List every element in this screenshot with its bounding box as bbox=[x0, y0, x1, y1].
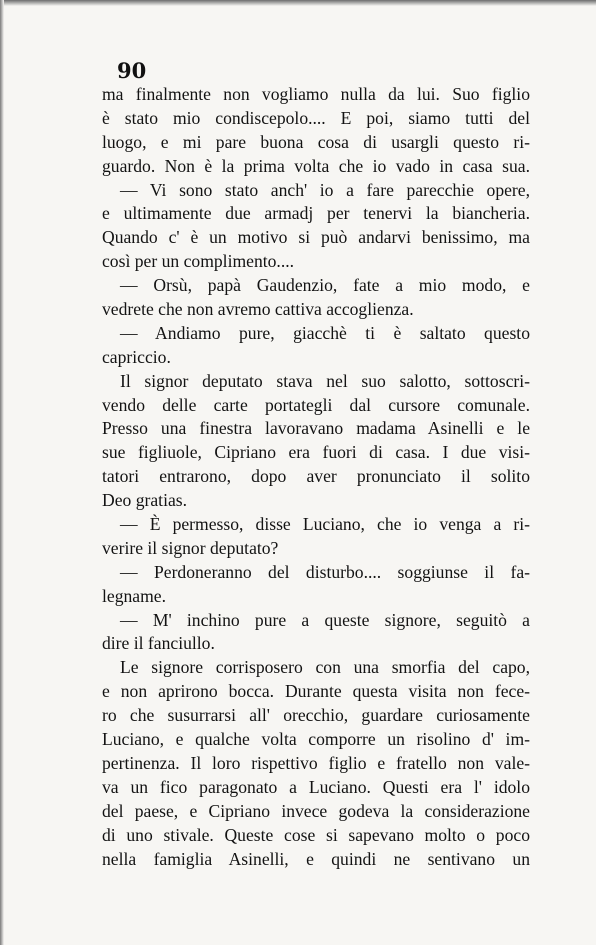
text-line: di uno stivale. Queste cose si sapevano molto o poco bbox=[102, 824, 530, 845]
text-line: — Andiamo pure, giacchè ti è saltato questo bbox=[120, 322, 530, 343]
text-line: — È permesso, disse Luciano, che io venga a ri- bbox=[120, 514, 530, 535]
text-line: Quando c' è un motivo si può andarvi benissimo, ma bbox=[102, 227, 530, 248]
text-line: e non aprirono bocca. Durante questa visita non fece- bbox=[102, 681, 530, 702]
text-line: verire il signor deputato? bbox=[102, 537, 279, 558]
text-line: vendo delle carte portategli dal cursore comunale. bbox=[102, 394, 530, 415]
page-top-edge bbox=[0, 0, 596, 6]
text-line: — Orsù, papà Gaudenzio, fate a mio modo, e bbox=[120, 275, 530, 296]
text-line: Il signor deputato stava nel suo salotto, sottoscri- bbox=[120, 370, 530, 391]
text-line: pertinenza. Il loro rispettivo figlio e fratello non vale- bbox=[102, 752, 530, 773]
text-line: del paese, e Cipriano invece godeva la considerazione bbox=[102, 800, 530, 821]
text-line: Presso una finestra lavoravano madama Asinelli e le bbox=[102, 418, 530, 439]
text-line: — M' inchino pure a queste signore, seguitò a bbox=[120, 609, 530, 630]
page-left-edge bbox=[0, 0, 4, 945]
text-line: luogo, e mi pare buona cosa di usargli questo ri- bbox=[102, 131, 530, 152]
body-text bbox=[102, 83, 530, 871]
text-line: nella famiglia Asinelli, e quindi ne sentivano un bbox=[102, 848, 530, 869]
text-line: Luciano, e qualche volta comporre un risolino d' im- bbox=[102, 729, 530, 750]
text-line: legname. bbox=[102, 585, 166, 606]
page-number: 90 bbox=[117, 58, 147, 83]
text-line: tatori entrarono, dopo aver pronunciato il solito bbox=[102, 466, 530, 487]
text-line: e ultimamente due armadj per tenervi la biancheria. bbox=[102, 203, 530, 224]
text-line: è stato mio condiscepolo.... E poi, siamo tutti del bbox=[102, 107, 530, 128]
text-line: vedrete che non avremo cattiva accoglienza. bbox=[102, 299, 414, 320]
text-line: così per un complimento.... bbox=[102, 251, 295, 272]
text-line: Le signore corrisposero con una smorfia del capo, bbox=[120, 657, 530, 678]
text-line: capriccio. bbox=[102, 346, 171, 367]
text-line: va un fico paragonato a Luciano. Questi era l' idolo bbox=[102, 776, 530, 797]
text-line: Deo gratias. bbox=[102, 490, 188, 511]
text-line: ma finalmente non vogliamo nulla da lui. Suo figlio bbox=[102, 84, 530, 104]
text-line: sue figliuole, Cipriano era fuori di casa. I due visi- bbox=[102, 442, 530, 463]
text-line: ro che susurrarsi all' orecchio, guardare curiosamente bbox=[102, 705, 530, 726]
text-line: dire il fanciullo. bbox=[102, 633, 215, 654]
text-line: — Perdoneranno del disturbo.... soggiunse il fa- bbox=[120, 561, 530, 582]
text-line: guardo. Non è la prima volta che io vado in casa sua. bbox=[102, 155, 530, 176]
text-line: — Vi sono stato anch' io a fare parecchie opere, bbox=[120, 179, 530, 200]
